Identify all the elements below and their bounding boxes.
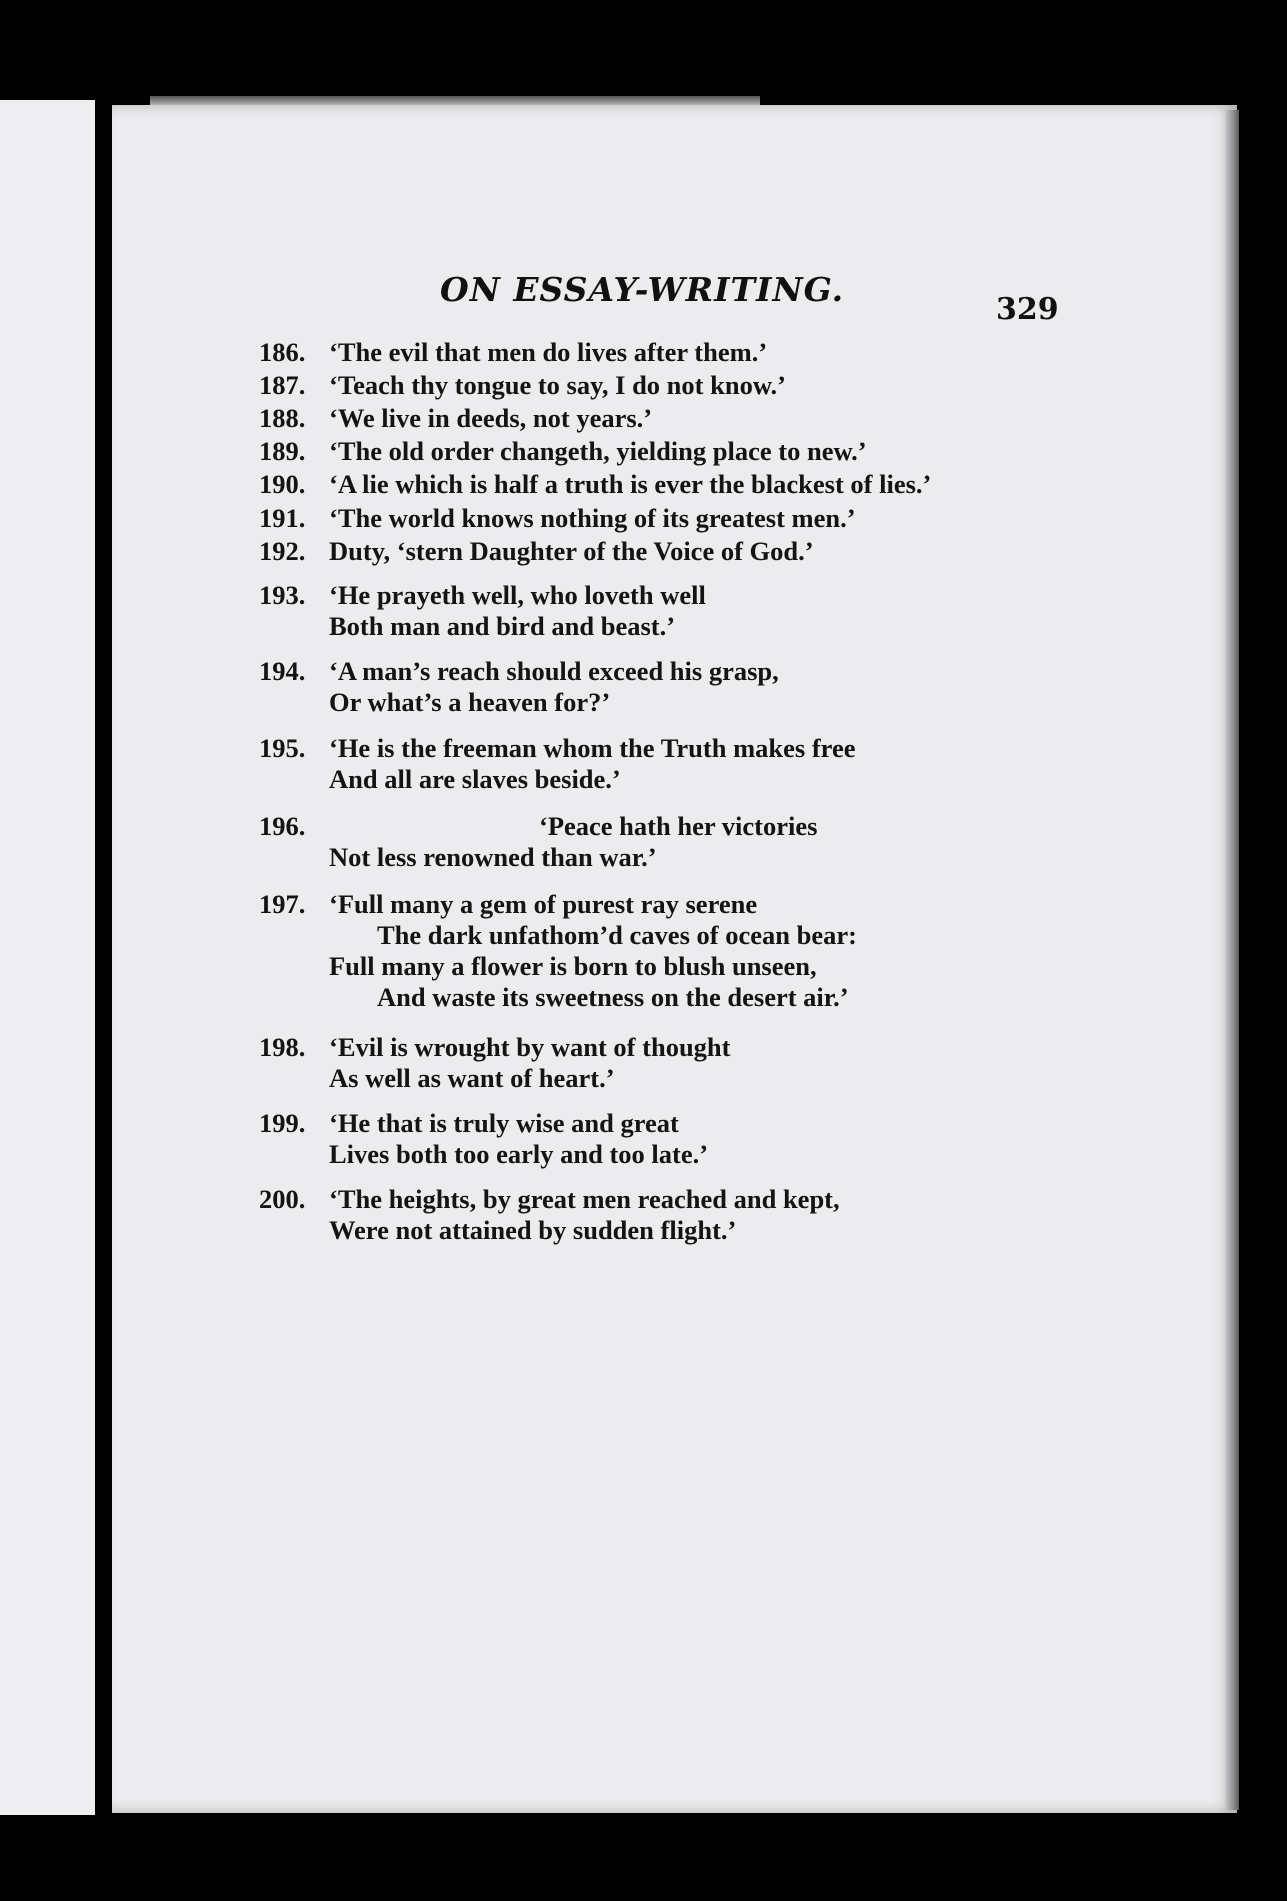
entry-number: 199. (259, 1108, 306, 1138)
quotation-line: And waste its sweetness on the desert air.’ (377, 982, 849, 1012)
quotation-line: Or what’s a heaven for?’ (329, 687, 611, 717)
entry-number: 194. (259, 656, 306, 686)
quotation-line: ‘A lie which is half a truth is ever the blackest of lies.’ (329, 469, 932, 499)
entry-number: 198. (259, 1032, 306, 1062)
quotation-line: Lives both too early and too late.’ (329, 1139, 709, 1169)
quotation-line: ‘Full many a gem of purest ray serene (329, 889, 758, 919)
entry-number: 200. (259, 1184, 306, 1214)
entry-number: 186. (259, 337, 306, 367)
entry-number: 192. (259, 536, 306, 566)
entry-number: 196. (259, 811, 306, 841)
entry-number: 195. (259, 733, 306, 763)
entry-number: 193. (259, 580, 306, 610)
quotation-line: ‘Evil is wrought by want of thought (329, 1032, 731, 1062)
entry-number: 188. (259, 403, 306, 433)
quotation-line: ‘The evil that men do lives after them.’ (329, 337, 768, 367)
quotation-line: Both man and bird and beast.’ (329, 611, 676, 641)
quotation-line: ‘The heights, by great men reached and kept, (329, 1184, 840, 1214)
quotation-line: ‘A man’s reach should exceed his grasp, (329, 656, 779, 686)
entry-number: 187. (259, 370, 306, 400)
quotation-line: ‘He prayeth well, who loveth well (329, 580, 706, 610)
page-fore-edge (1225, 110, 1239, 1810)
entry-number: 190. (259, 469, 306, 499)
quotation-line: Not less renowned than war.’ (329, 842, 657, 872)
quotation-line: Duty, ‘stern Daughter of the Voice of God.’ (329, 536, 814, 566)
entry-number: 197. (259, 889, 306, 919)
quotation-line: ‘He that is truly wise and great (329, 1108, 679, 1138)
quotation-line: ‘Teach thy tongue to say, I do not know.’ (329, 370, 786, 400)
quotation-line: Full many a flower is born to blush unseen, (329, 951, 817, 981)
quotation-line: ‘He is the freeman whom the Truth makes free (329, 733, 856, 763)
entry-number: 191. (259, 503, 306, 533)
quotation-line: Were not attained by sudden flight.’ (329, 1215, 737, 1245)
running-head: ON ESSAY-WRITING. (440, 270, 845, 309)
facing-page-edge (0, 100, 95, 1815)
entry-number: 189. (259, 436, 306, 466)
quotation-line: And all are slaves beside.’ (329, 764, 621, 794)
quotation-line: ‘Peace hath her victories (539, 811, 818, 841)
quotation-line: ‘We live in deeds, not years.’ (329, 403, 653, 433)
page-number: 329 (996, 292, 1059, 327)
quotation-line: The dark unfathom’d caves of ocean bear: (377, 920, 857, 950)
quotation-line: As well as want of heart.’ (329, 1063, 615, 1093)
quotation-line: ‘The old order changeth, yielding place to new.’ (329, 436, 867, 466)
quotation-line: ‘The world knows nothing of its greatest men.’ (329, 503, 856, 533)
